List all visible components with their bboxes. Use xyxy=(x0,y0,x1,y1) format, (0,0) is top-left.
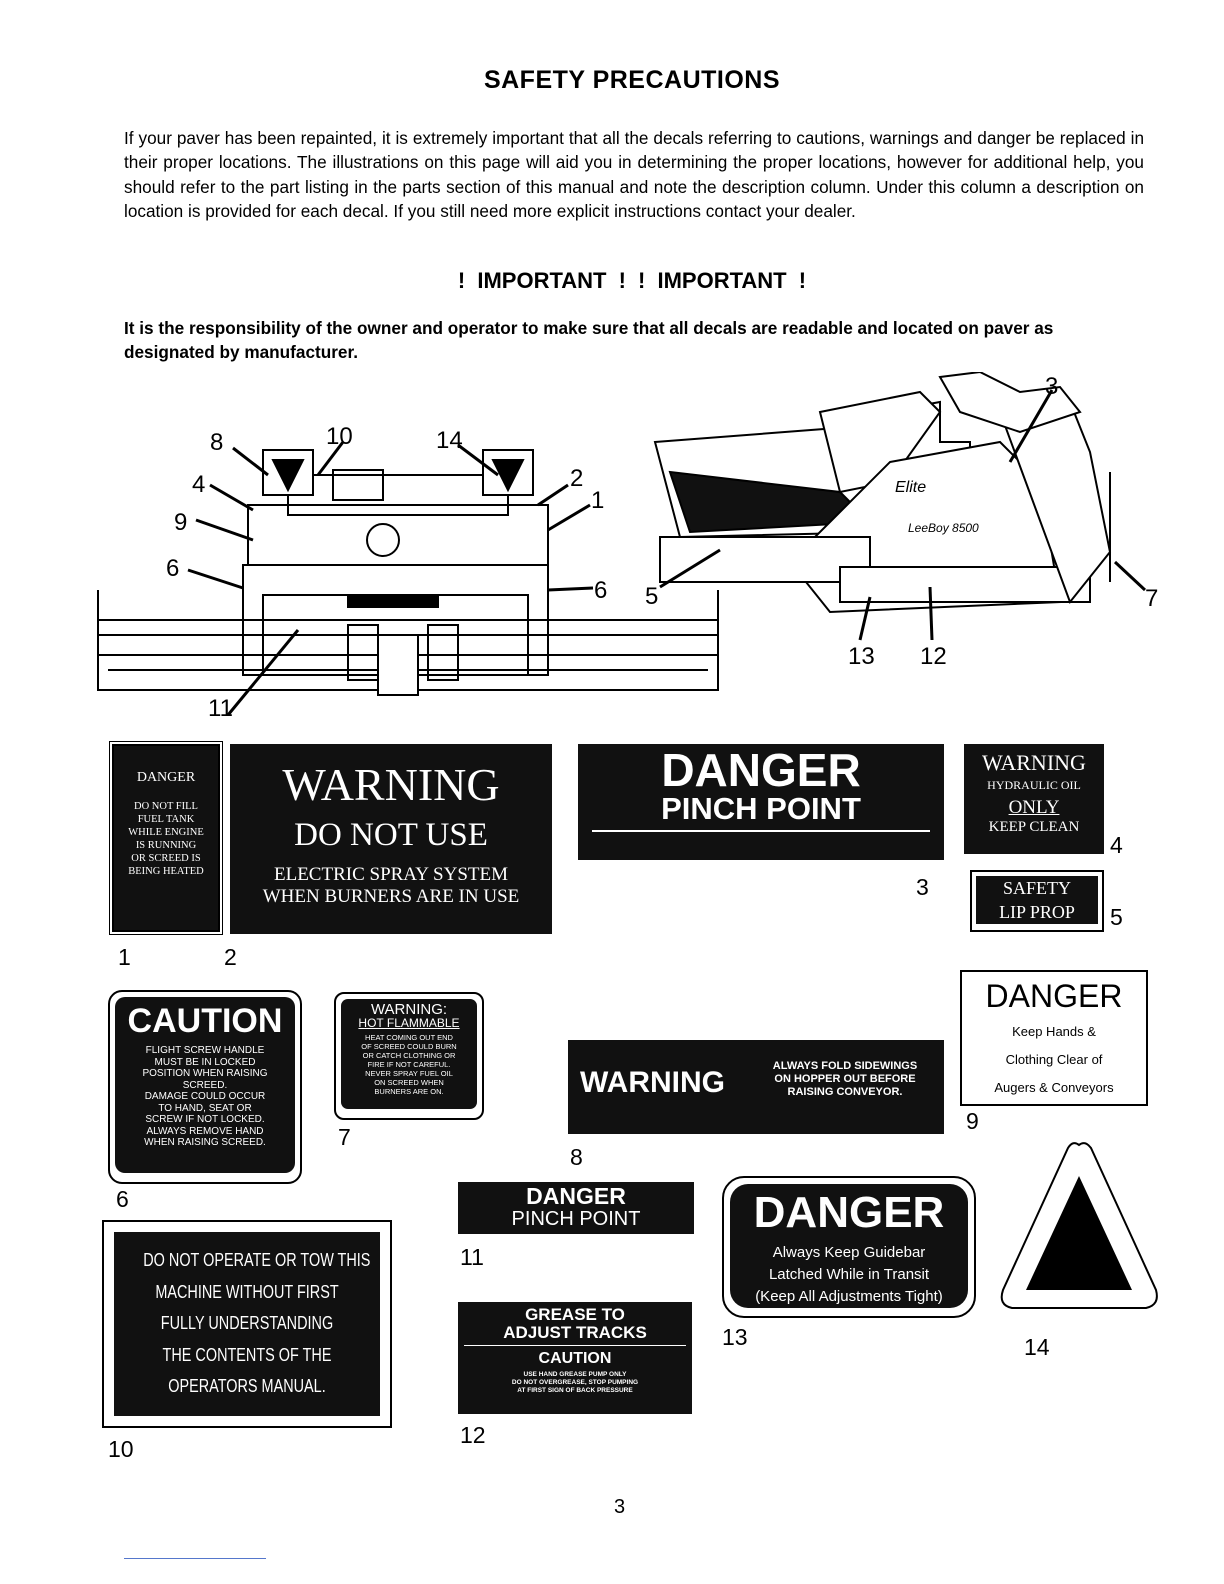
page-number: 3 xyxy=(614,1496,626,1518)
page-title: SAFETY PRECAUTIONS xyxy=(483,66,781,94)
callout-2: 2 xyxy=(570,465,584,492)
paver-rear-illustration xyxy=(88,420,728,720)
callout-5: 5 xyxy=(645,583,659,610)
decal-13-danger-guidebar: DANGER Always Keep Guidebar Latched While in Transit (Keep All Adjustments Tight) xyxy=(722,1176,976,1318)
decal-number-4: 4 xyxy=(1110,832,1123,858)
decal-number-2: 2 xyxy=(224,944,237,970)
responsibility-statement: It is the responsibility of the owner and operator to make sure that all decals are readable and located on paver as designated by manufacturer. xyxy=(124,318,1054,362)
decal-11-danger-pinch: DANGER PINCH POINT xyxy=(458,1182,694,1234)
callout-11: 11 xyxy=(208,695,233,720)
decal-9-danger-augers: DANGER Keep Hands & Clothing Clear of Augers & Conveyors xyxy=(960,970,1148,1106)
decal-7-warning-hot-flammable: WARNING: HOT FLAMMABLE HEAT COMING OUT END OF SCREED COULD BURN OR CATCH CLOTHING OR FIRE IF NOT CAREFUL. NEVER SPRAY FUEL OIL ON SCREED WHEN BURNERS ARE ON. xyxy=(334,992,484,1120)
callout-14: 14 xyxy=(436,427,463,454)
decal-5-safety-lip-prop: SAFETY LIP PROP xyxy=(970,870,1104,932)
footer-divider xyxy=(124,1558,266,1559)
decal-number-5: 5 xyxy=(1110,904,1123,930)
callout-4: 4 xyxy=(192,471,206,498)
decal-1-danger-fuel: DANGER DO NOT FILL FUEL TANK WHILE ENGINE IS RUNNING OR SCREED IS BEING HEATED xyxy=(112,744,220,932)
callout-7: 7 xyxy=(1145,585,1159,612)
important-heading: ! IMPORTANT ! ! IMPORTANT ! xyxy=(457,268,807,293)
callout-10: 10 xyxy=(326,423,353,450)
decal-6-caution-flight-screw: CAUTION FLIGHT SCREW HANDLE MUST BE IN LOCKED POSITION WHEN RAISING SCREED. DAMAGE COULD OCCUR TO HAND, SEAT OR SCREW IF NOT LOCKED. ALWAYS REMOVE HAND WHEN RAISING SCREED. xyxy=(108,990,302,1184)
decal-number-8: 8 xyxy=(570,1144,583,1170)
decal-3-danger-pinch: DANGER PINCH POINT xyxy=(578,744,944,860)
intro-paragraph: If your paver has been repainted, it is extremely important that all the decals referring to cautions, warnings and danger be replaced in their proper locations. The illustrations on this page will aid you in determining the proper locations, however for additional help, you should refer to the part listing in the parts section of this manual and note the description column. Under this column a description on location is provided for each decal. If you still need more explicit instructions contact your dealer. xyxy=(124,128,1144,222)
callout-9: 9 xyxy=(174,509,188,536)
callout-6a: 6 xyxy=(166,555,180,582)
decal-4-warning-hydraulic: WARNING HYDRAULIC OIL ONLY KEEP CLEAN xyxy=(964,744,1104,854)
decal-number-9: 9 xyxy=(966,1108,979,1134)
decal-number-7: 7 xyxy=(338,1124,351,1150)
callout-12: 12 xyxy=(920,643,947,670)
callout-6b: 6 xyxy=(594,577,608,604)
decal-number-14: 14 xyxy=(1024,1334,1050,1360)
decal-14-slow-moving-triangle xyxy=(998,1140,1160,1320)
decal-number-1: 1 xyxy=(118,944,131,970)
decal-8-warning-sidewings: WARNING ALWAYS FOLD SIDEWINGS ON HOPPER OUT BEFORE RAISING CONVEYOR. xyxy=(568,1040,944,1134)
machine-brand-elite: Elite xyxy=(895,479,927,496)
callout-13: 13 xyxy=(848,643,875,670)
decal-number-6: 6 xyxy=(116,1186,129,1212)
callout-1: 1 xyxy=(591,487,605,514)
machine-model: LeeBoy 8500 xyxy=(908,521,979,535)
decal-number-3: 3 xyxy=(916,874,929,900)
decal-12-grease-tracks: GREASE TO ADJUST TRACKS CAUTION USE HAND GREASE PUMP ONLY DO NOT OVERGREASE, STOP PUMPING AT FIRST SIGN OF BACK PRESSURE xyxy=(458,1302,692,1414)
decal-2-warning-spray: WARNING DO NOT USE ELECTRIC SPRAY SYSTEM WHEN BURNERS ARE IN USE xyxy=(230,744,552,934)
decal-number-13: 13 xyxy=(722,1324,748,1350)
decal-10-operators-manual: DO NOT OPERATE OR TOW THIS MACHINE WITHOUT FIRST FULLY UNDERSTANDING THE CONTENTS OF THE OPERATORS MANUAL. xyxy=(102,1220,392,1428)
paver-side-illustration xyxy=(640,372,1170,672)
decal-number-10: 10 xyxy=(108,1436,134,1462)
callout-8: 8 xyxy=(210,429,224,456)
decal-number-12: 12 xyxy=(460,1422,486,1448)
decal-number-11: 11 xyxy=(460,1244,484,1270)
callout-3: 3 xyxy=(1045,373,1059,400)
